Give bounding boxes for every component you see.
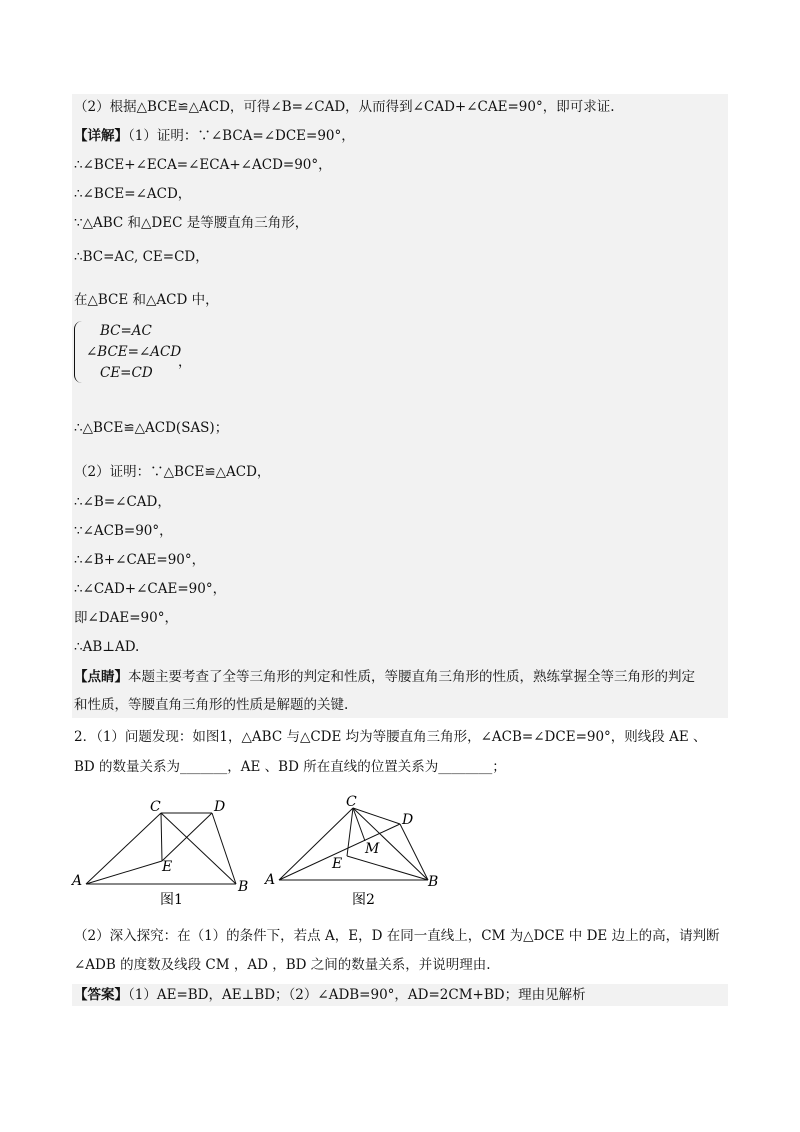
figure-2 [262, 790, 452, 910]
answer-line [74, 985, 586, 1005]
fig1-segment-ae [86, 861, 162, 884]
fig1-segment-bd [212, 813, 236, 884]
comment-line-2: 和性质，等腰直角三角形的性质是解题的关键. [74, 697, 349, 713]
conclusion-part1: ∴△BCE≌△ACD(SAS)； [74, 420, 229, 436]
fig1-caption: 图1 [160, 892, 183, 908]
proof-step-4: ∴BC=AC, CE=CD， [74, 249, 209, 265]
fig1-segment-ce [161, 813, 162, 861]
system-eq-1: BC=AC [100, 323, 152, 339]
fig2-label-a: A [265, 872, 276, 888]
part2-step-5: ∴∠CAD+∠CAE=90°， [74, 581, 227, 597]
fig2-label-c: C [346, 794, 357, 810]
part2-step-6: 即∠DAE=90°， [74, 610, 178, 626]
question2-line-2: BD 的数量关系为_______，AE 、BD 所在直线的位置关系为________； [74, 759, 506, 775]
detail-first-step: （1）证明：∵∠BCA=∠DCE=90°， [128, 128, 355, 144]
fig1-label-a: A [72, 873, 83, 889]
fig1-label-d: D [214, 799, 226, 815]
detail-line [74, 126, 355, 146]
fig2-label-b: B [428, 874, 439, 890]
part2-step-3: ∵∠ACB=90°， [74, 523, 173, 539]
fig1-segment-bc [161, 813, 236, 884]
question2-line-1: 2．（1）问题发现：如图1，△ABC 与△CDE 均为等腰直角三角形，∠ACB=∠DCE=90°，则线段 AE 、 [74, 729, 707, 745]
proof-step-5: 在△BCE 和△ACD 中， [74, 292, 219, 308]
fig2-label-d: D [402, 812, 414, 828]
comment-label: 【点睛】 [74, 669, 128, 685]
fig2-caption: 图2 [352, 892, 375, 908]
fig2-label-m: M [365, 841, 380, 857]
system-eq-3: CE=CD [100, 365, 153, 381]
comment-line-1 [74, 667, 695, 687]
answer-label: 【答案】 [74, 987, 128, 1003]
comment-text-1: 本题主要考查了全等三角形的判定和性质，等腰直角三角形的性质，熟练掌握全等三角形的判定 [128, 669, 695, 685]
system-tail: ， [178, 354, 192, 370]
system-brace [74, 321, 85, 383]
part2-step-4: ∴∠B+∠CAE=90°， [74, 552, 206, 568]
question2-part2-line-1: （2）深入探究：在（1）的条件下，若点 A，E，D 在同一直线上，CM 为△DCE 中 DE 边上的高，请判断 [74, 928, 720, 944]
part2-step-1: （2）证明：∵△BCE≌△ACD， [74, 464, 271, 480]
fig2-segment-cd [353, 808, 400, 824]
part2-step-7: ∴AB⊥AD. [74, 639, 140, 655]
detail-label: 【详解】 [74, 128, 128, 144]
part2-step-2: ∴∠B=∠CAD， [74, 494, 171, 510]
fig1-label-e: E [162, 859, 173, 875]
fig1-label-c: C [150, 799, 161, 815]
fig2-label-e: E [332, 856, 343, 872]
figure-1 [70, 795, 270, 910]
fig1-segment-ac [86, 813, 161, 884]
proof-step-1: ∴∠BCE+∠ECA=∠ECA+∠ACD=90°， [74, 157, 332, 173]
answer-text: （1）AE=BD，AE⊥BD；（2）∠ADB=90°，AD=2CM+BD；理由见解析 [128, 987, 586, 1003]
hint-part2: （2）根据△BCE≌△ACD，可得∠B=∠CAD，从而得到∠CAD+∠CAE=90°，即可求证. [74, 99, 615, 115]
system-eq-2: ∠BCE=∠ACD [86, 344, 182, 360]
fig1-label-b: B [238, 879, 249, 895]
question2-part2-line-2: ∠ADB 的度数及线段 CM ，AD ，BD 之间的数量关系，并说明理由. [74, 957, 491, 973]
fig2-segment-cm [353, 808, 365, 841]
proof-step-2: ∴∠BCE=∠ACD， [74, 186, 192, 202]
fig2-segment-ce [347, 808, 353, 856]
proof-step-3: ∵△ABC 和△DEC 是等腰直角三角形， [74, 215, 309, 231]
fig2-segment-bd [400, 824, 428, 880]
